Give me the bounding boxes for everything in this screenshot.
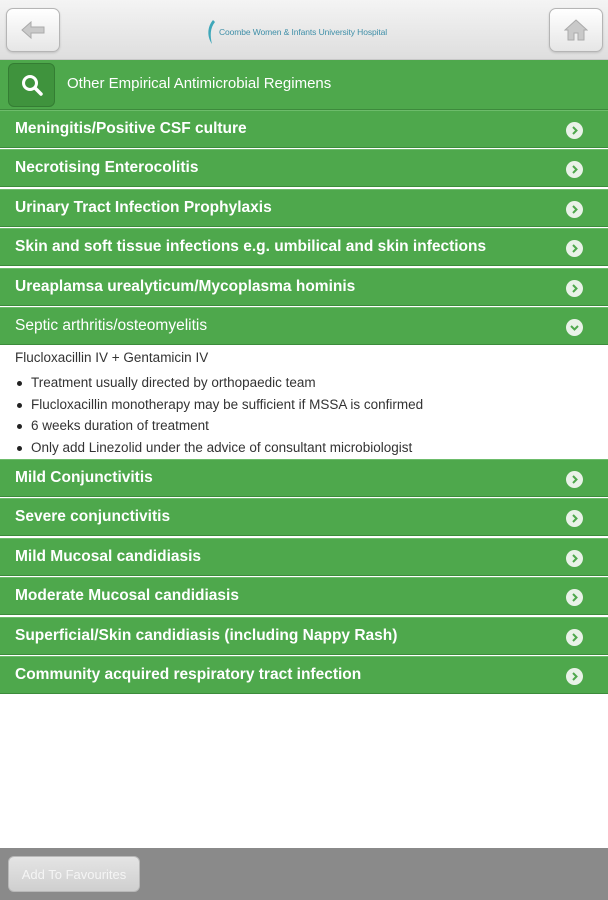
accordion-row-mild-conjunctivitis[interactable] xyxy=(0,459,608,497)
bottom-bar xyxy=(0,848,608,900)
accordion-row-mild-mucosal-candidiasis[interactable] xyxy=(0,538,608,576)
row-label: Septic arthritis/osteomyelitis xyxy=(15,317,208,334)
add-to-favourites-button[interactable]: Add To Favourites xyxy=(8,856,140,892)
list-item: Flucloxacillin monotherapy may be sufficient if MSSA is confirmed xyxy=(15,394,423,416)
home-icon xyxy=(564,19,588,41)
accordion-row-superficial-candidiasis[interactable] xyxy=(0,617,608,655)
row-label: Skin and soft tissue infections e.g. umbilical and skin infections xyxy=(15,238,487,255)
search-button[interactable] xyxy=(8,63,55,107)
accordion-row-necrotising-enterocolitis[interactable] xyxy=(0,149,608,187)
row-label: Moderate Mucosal candidiasis xyxy=(15,587,239,604)
row-label: Mild Mucosal candidiasis xyxy=(15,548,202,565)
row-label: Urinary Tract Infection Prophylaxis xyxy=(15,199,272,216)
search-icon xyxy=(21,74,43,96)
home-button[interactable] xyxy=(549,8,603,52)
list-item: Treatment usually directed by orthopaedic team xyxy=(15,372,423,394)
row-label: Meningitis/Positive CSF culture xyxy=(15,120,247,137)
chevron-right-icon xyxy=(566,629,583,646)
back-button[interactable] xyxy=(6,8,60,52)
chevron-right-icon xyxy=(566,589,583,606)
accordion-row-moderate-mucosal-candidiasis[interactable] xyxy=(0,577,608,615)
row-label: Severe conjunctivitis xyxy=(15,508,171,525)
chevron-right-icon xyxy=(566,471,583,488)
accordion-row-skin-soft-tissue[interactable] xyxy=(0,228,608,266)
accordion-row-severe-conjunctivitis[interactable] xyxy=(0,498,608,536)
chevron-right-icon xyxy=(566,280,583,297)
row-label: Mild Conjunctivitis xyxy=(15,469,153,486)
chevron-down-icon xyxy=(566,319,583,336)
regimen-notes-list xyxy=(15,372,423,458)
accordion-row-meningitis[interactable] xyxy=(0,110,608,148)
accordion-row-ureaplasma[interactable] xyxy=(0,268,608,306)
list-item: Only add Linezolid under the advice of consultant microbiologist xyxy=(15,437,423,459)
chevron-right-icon xyxy=(566,668,583,685)
accordion-row-uti-prophylaxis[interactable] xyxy=(0,189,608,227)
arrow-left-icon xyxy=(20,20,46,40)
chevron-right-icon xyxy=(566,510,583,527)
accordion-row-community-respiratory[interactable] xyxy=(0,656,608,694)
chevron-right-icon xyxy=(566,122,583,139)
chevron-right-icon xyxy=(566,240,583,257)
accordion-row-septic-arthritis[interactable] xyxy=(0,307,608,345)
list-item: 6 weeks duration of treatment xyxy=(15,415,423,437)
section-title: Other Empirical Antimicrobial Regimens xyxy=(67,75,332,92)
top-bar xyxy=(0,0,608,60)
row-label: Superficial/Skin candidiasis (including Nappy Rash) xyxy=(15,627,398,644)
expanded-panel xyxy=(0,346,608,459)
regimen-heading: Flucloxacillin IV + Gentamicin IV xyxy=(15,350,209,365)
logo-swoosh-icon xyxy=(206,19,216,45)
chevron-right-icon xyxy=(566,201,583,218)
section-header-bar xyxy=(0,60,608,110)
logo-text: Coombe Women & Infants University Hospital xyxy=(219,27,388,37)
row-label: Necrotising Enterocolitis xyxy=(15,159,199,176)
chevron-right-icon xyxy=(566,161,583,178)
row-label: Community acquired respiratory tract infection xyxy=(15,666,362,683)
chevron-right-icon xyxy=(566,550,583,567)
row-label: Ureaplamsa urealyticum/Mycoplasma hominis xyxy=(15,278,356,295)
hospital-logo xyxy=(206,18,387,46)
